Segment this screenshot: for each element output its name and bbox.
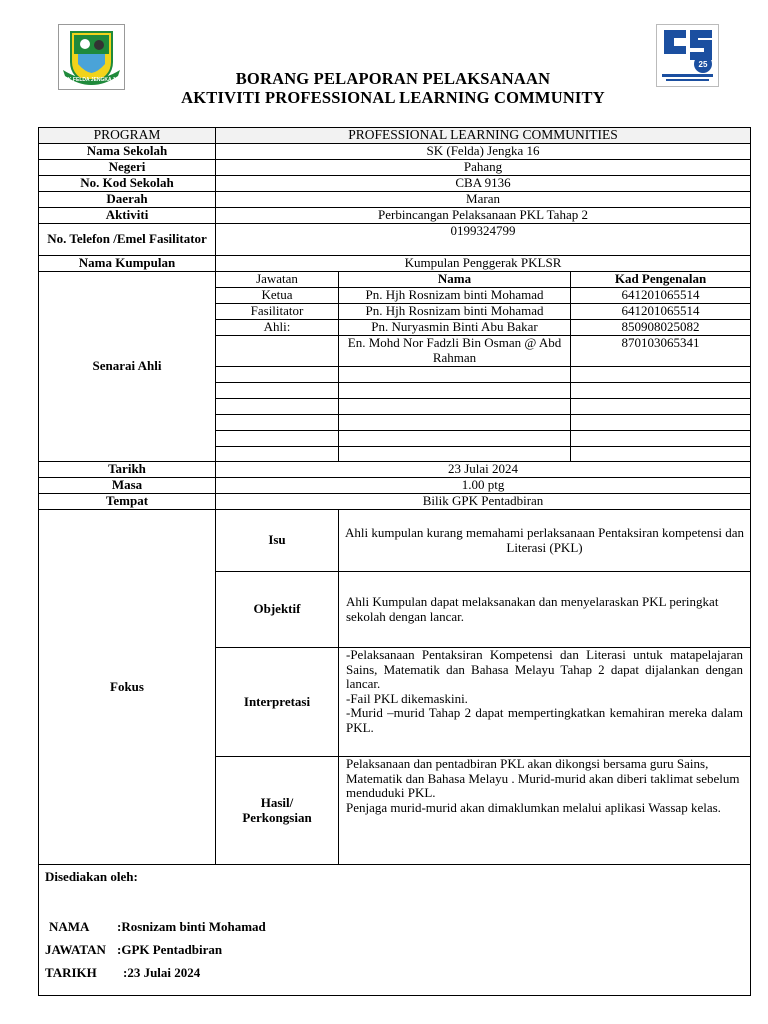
member-name: Pn. Hjh Rosnizam binti Mohamad (339, 288, 571, 304)
prepared-by-section (39, 865, 751, 996)
member-ic: 641201065514 (571, 288, 751, 304)
logo-motto: SK FELDA JENGKA 16 (64, 77, 119, 83)
field-label: Aktiviti (39, 208, 216, 224)
prepared-by-row (39, 865, 751, 996)
member-role: Ketua (216, 288, 339, 304)
member-ic: 850908025082 (571, 320, 751, 336)
field-value: CBA 9136 (216, 176, 751, 192)
schedule-label: Tempat (39, 494, 216, 510)
member-role: Ahli: (216, 320, 339, 336)
field-row (39, 192, 751, 208)
program-label: PROGRAM (39, 128, 216, 144)
schedule-label: Masa (39, 478, 216, 494)
schedule-value: 1.00 ptg (216, 478, 751, 494)
schedule-row (39, 478, 751, 494)
schedule-row (39, 494, 751, 510)
form-title-line-1: BORANG PELAPORAN PELAKSANAAN (235, 69, 551, 88)
field-label: No. Kod Sekolah (39, 176, 216, 192)
hasil-text (339, 757, 751, 865)
hasil-line: Pelaksanaan dan pentadbiran PKL akan dikongsi bersama guru Sains, Matematik dan Bahasa Melayu . Murid-murid akan diberi taklimat sebelum menduduki PKL. (346, 756, 740, 801)
signature-position-key: JAWATAN (45, 942, 106, 957)
signature-position-value: :GPK Pentadbiran (117, 942, 223, 957)
field-row (39, 160, 751, 176)
interpretasi-line: -Pelaksanaan Pentaksiran Kompetensi dan Literasi untuk matapelajaran Sains, Matematik dan Bahasa Melayu Tahap 2 dapat dijalankan dengan lancar. (346, 647, 744, 692)
hasil-label-line: Perkongsian (242, 809, 312, 825)
interpretasi-line: -Murid –murid Tahap 2 dapat mempertingkatkan kemahiran mereka dalam PKL. (346, 705, 744, 735)
interpretasi-label: Interpretasi (216, 648, 339, 757)
report-form-table (38, 127, 751, 996)
member-ic: 641201065514 (571, 304, 751, 320)
column-header: Nama (339, 272, 571, 288)
schedule-row (39, 462, 751, 478)
signature-position-line (45, 938, 744, 961)
objektif-label: Objektif (216, 572, 339, 648)
field-value: SK (Felda) Jengka 16 (216, 144, 751, 160)
hasil-label (216, 757, 339, 865)
field-value: Pahang (216, 160, 751, 176)
signature-name-line (45, 915, 744, 938)
field-value: Maran (216, 192, 751, 208)
field-row (39, 256, 751, 272)
interpretasi-text (339, 648, 751, 757)
member-role (216, 336, 339, 367)
column-header: Jawatan (216, 272, 339, 288)
program-value: PROFESSIONAL LEARNING COMMUNITIES (216, 128, 751, 144)
field-row (39, 144, 751, 160)
signature-date-line (45, 961, 744, 984)
column-header: Kad Pengenalan (571, 272, 751, 288)
schedule-label: Tarikh (39, 462, 216, 478)
field-value: Kumpulan Penggerak PKLSR (216, 256, 751, 272)
program-row (39, 128, 751, 144)
member-name: Pn. Hjh Rosnizam binti Mohamad (339, 304, 571, 320)
signature-name-key: NAMA (49, 919, 90, 934)
field-row (39, 208, 751, 224)
hasil-line: Penjaga murid-murid akan dimaklumkan melalui aplikasi Wassap kelas. (346, 799, 721, 815)
prepared-by-label: Disediakan oleh: (45, 869, 138, 884)
field-label: No. Telefon /Emel Fasilitator (39, 224, 216, 256)
interpretasi-line: -Fail PKL dikemaskini. (346, 690, 468, 706)
members-label: Senarai Ahli (39, 272, 216, 462)
field-value: 0199324799 (216, 224, 751, 256)
isu-label: Isu (216, 510, 339, 572)
isu-text: Ahli kumpulan kurang memahami perlaksanaan Pentaksiran kompetensi dan Literasi (PKL) (339, 510, 751, 572)
field-label: Nama Kumpulan (39, 256, 216, 272)
field-row (39, 224, 751, 256)
signature-date-value: :23 Julai 2024 (123, 965, 201, 980)
field-label: Negeri (39, 160, 216, 176)
member-ic: 870103065341 (571, 336, 751, 367)
field-label: Daerah (39, 192, 216, 208)
objektif-text: Ahli Kumpulan dapat melaksanakan dan menyelaraskan PKL peringkat sekolah dengan lancar. (339, 572, 751, 648)
member-name: En. Mohd Nor Fadzli Bin Osman @ Abd Rahman (339, 336, 571, 367)
svg-text:25: 25 (698, 60, 708, 69)
signature-name-value: :Rosnizam binti Mohamad (117, 919, 266, 934)
fokus-label: Fokus (39, 510, 216, 865)
member-role: Fasilitator (216, 304, 339, 320)
signature-date-key: TARIKH (45, 965, 97, 980)
members-header-row (39, 272, 751, 288)
field-row (39, 176, 751, 192)
form-title-line-2: AKTIVITI PROFESSIONAL LEARNING COMMUNITY (181, 88, 605, 107)
field-value: Perbincangan Pelaksanaan PKL Tahap 2 (216, 208, 751, 224)
schedule-value: 23 Julai 2024 (216, 462, 751, 478)
fokus-isu-row (39, 510, 751, 572)
schedule-value: Bilik GPK Pentadbiran (216, 494, 751, 510)
member-name: Pn. Nuryasmin Binti Abu Bakar (339, 320, 571, 336)
hasil-label-line: Hasil/ (260, 794, 294, 810)
field-label: Nama Sekolah (39, 144, 216, 160)
